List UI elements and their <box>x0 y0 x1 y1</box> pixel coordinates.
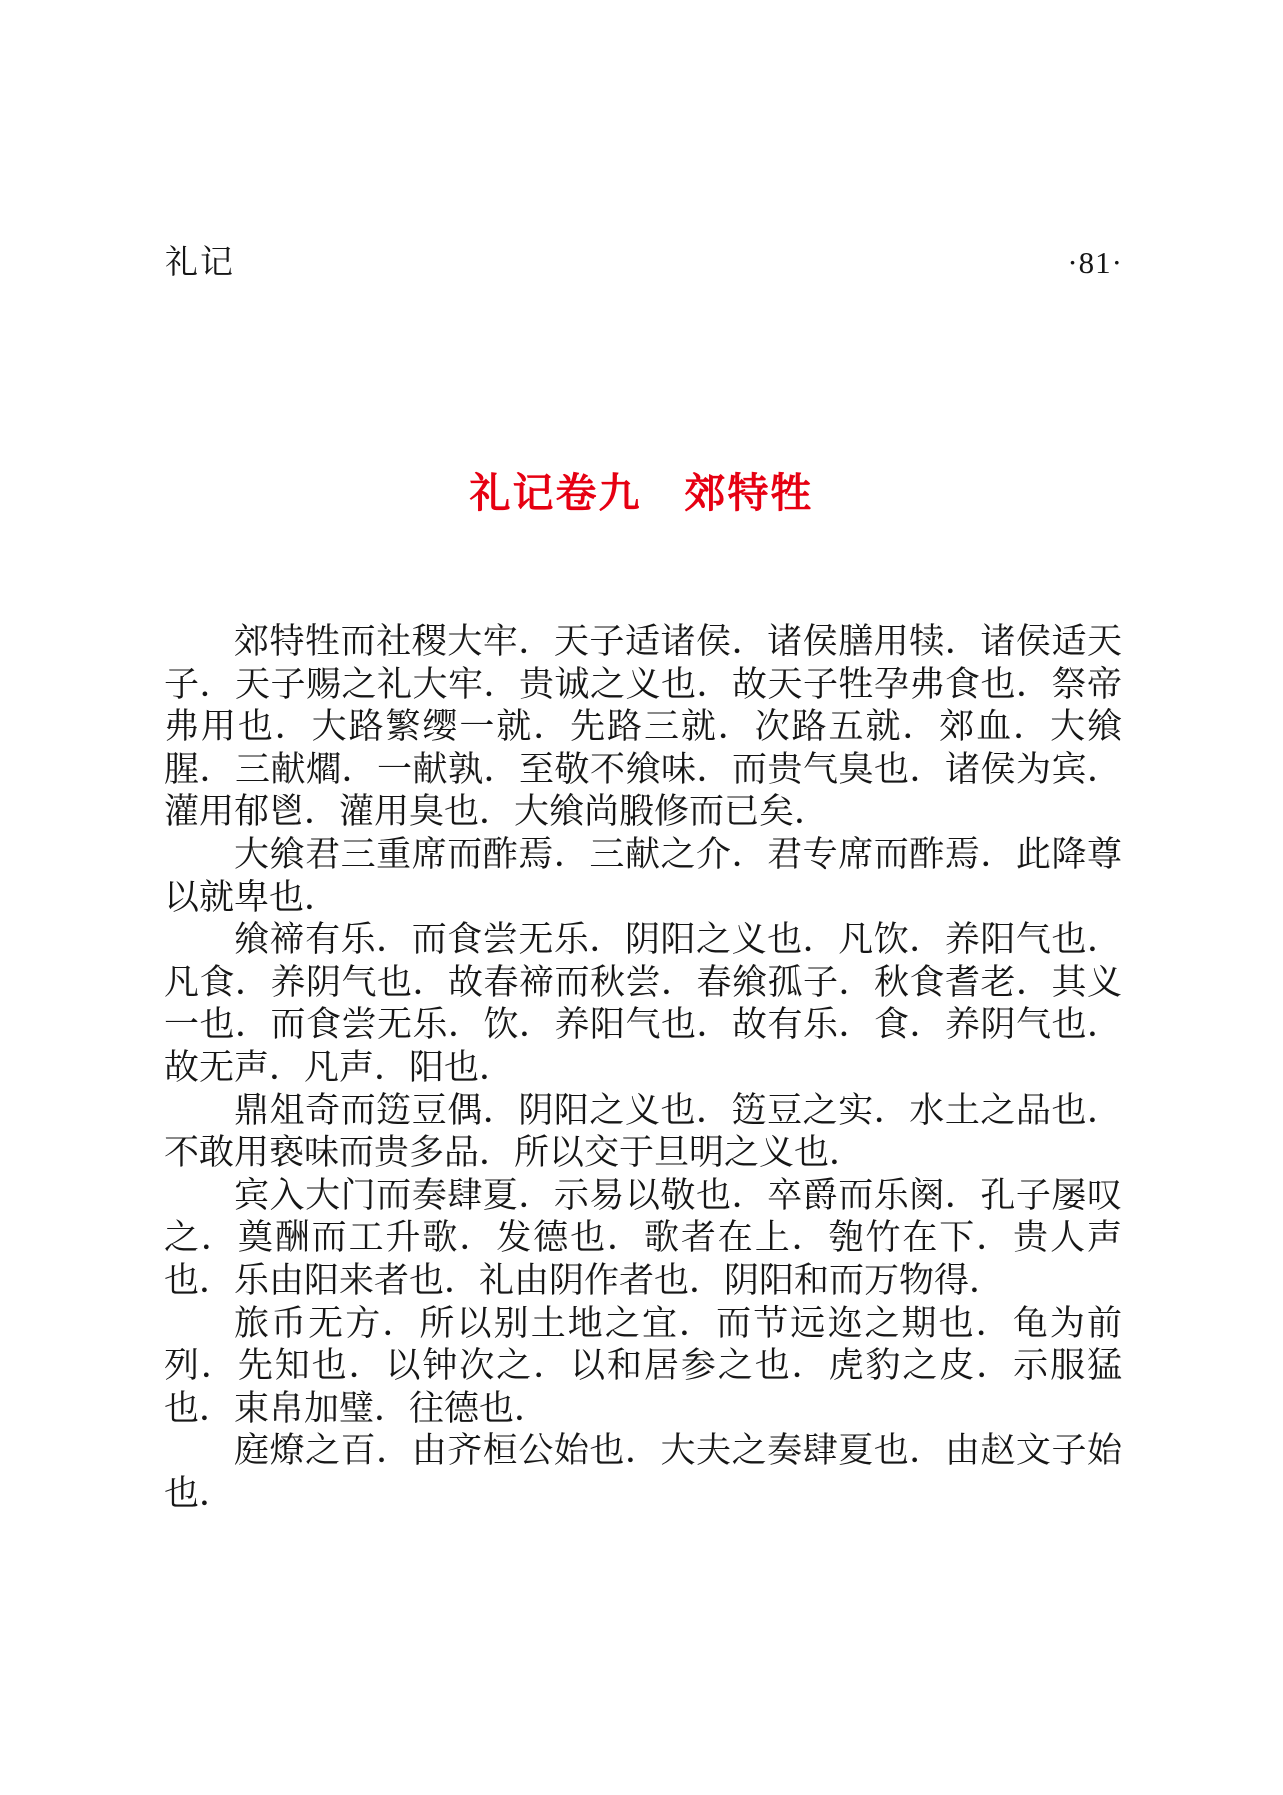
paragraph: 飨禘有乐．而食尝无乐．阴阳之义也．凡饮．养阳气也．凡食．养阴气也．故春禘而秋尝．春飨孤子．秋食耆老．其义一也．而食尝无乐．饮．养阳气也．故有乐．食．养阴气也．故无声．凡声．阳也． <box>164 920 1122 1087</box>
paragraph: 鼎俎奇而笾豆偶．阴阳之义也．笾豆之实．水土之品也．不敢用亵味而贵多品．所以交于旦明之义也． <box>164 1090 1122 1173</box>
paragraph: 旅币无方．所以别土地之宜．而节远迩之期也．龟为前列．先知也．以钟次之．以和居参之也．虎豹之皮．示服猛也．束帛加璧．往德也． <box>164 1303 1122 1428</box>
running-head-book-title: 礼记 <box>165 245 235 281</box>
chapter-title: 礼记卷九 郊特牲 <box>469 470 814 516</box>
body-text <box>164 621 1122 1515</box>
paragraph: 庭燎之百．由齐桓公始也．大夫之奏肆夏也．由赵文子始也． <box>164 1431 1122 1513</box>
page-number: ·81· <box>1067 245 1123 280</box>
paragraph: 郊特牲而社稷大牢．天子适诸侯．诸侯膳用犊．诸侯适天子．天子赐之礼大牢．贵诚之义也．故天子牲孕弗食也．祭帝弗用也．大路繁缨一就．先路三就．次路五就．郊血．大飨腥．三献爓．一献孰．至敬不飨味．而贵气臭也．诸侯为宾．灌用郁鬯．灌用臭也．大飨尚腶修而已矣． <box>164 622 1122 832</box>
page-header <box>165 236 1123 283</box>
paragraph: 大飨君三重席而酢焉．三献之介．君专席而酢焉．此降尊以就卑也． <box>164 834 1122 917</box>
paragraph: 宾入大门而奏肆夏．示易以敬也．卒爵而乐阕．孔子屡叹之．奠酬而工升歌．发德也．歌者在上．匏竹在下．贵人声也．乐由阳来者也．礼由阴作者也．阴阳和而万物得． <box>164 1175 1122 1300</box>
